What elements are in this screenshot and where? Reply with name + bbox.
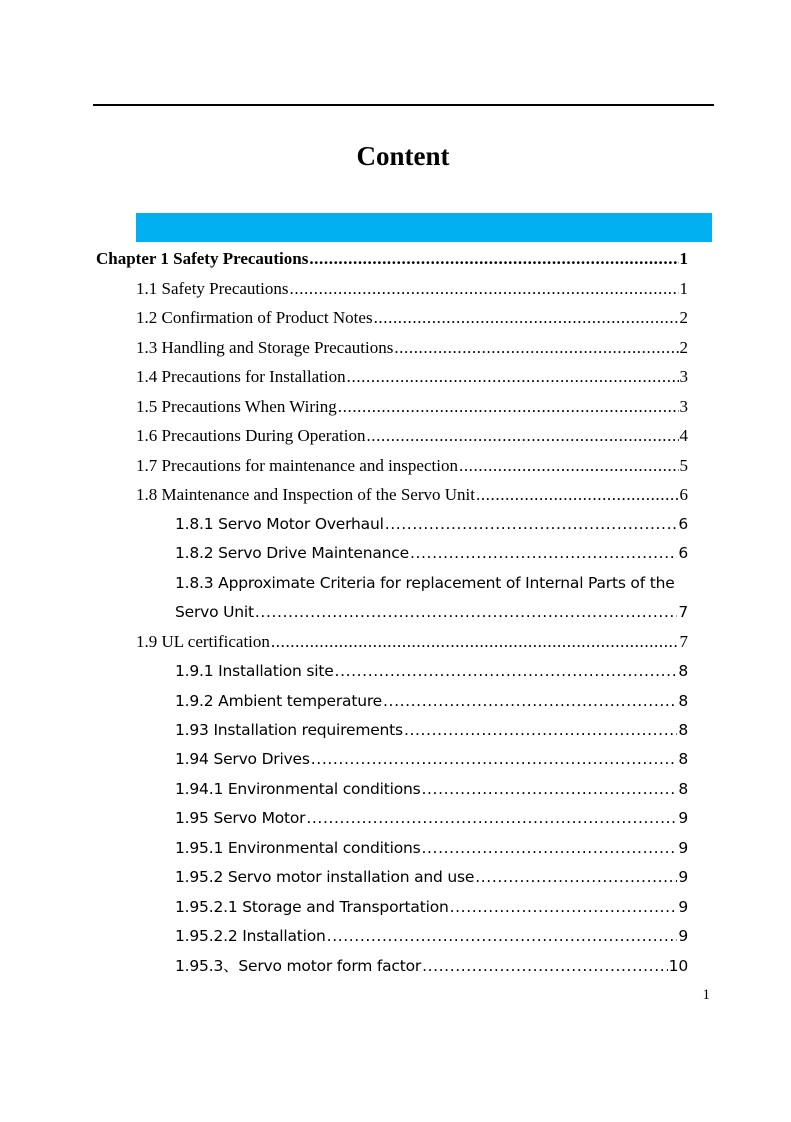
toc-entry-label: 1.9.2 Ambient temperature <box>175 692 383 710</box>
toc-entry-label: 1.94.1 Environmental conditions <box>175 780 421 798</box>
toc-page-number: 4 <box>679 426 688 445</box>
toc-page-number: 8 <box>678 750 688 768</box>
toc-dot-leader <box>271 631 679 653</box>
toc-section-entry[interactable] <box>136 631 688 653</box>
toc-dot-leader <box>327 925 678 947</box>
toc-page-number: 6 <box>679 485 688 504</box>
page-title: Content <box>356 141 450 171</box>
toc-subsection-entry[interactable] <box>175 925 688 947</box>
toc-page-number: 9 <box>678 868 688 886</box>
toc-dot-leader <box>309 248 678 270</box>
toc-page-number: 6 <box>678 515 688 533</box>
toc-subsection-entry[interactable] <box>175 778 688 800</box>
toc-dot-leader <box>306 807 677 829</box>
toc-subsection-entry[interactable] <box>175 837 688 859</box>
toc-page-number: 8 <box>678 662 688 680</box>
toc-dot-leader <box>450 896 678 918</box>
toc-subsection-entry[interactable] <box>175 690 688 712</box>
toc-dot-leader <box>311 748 678 770</box>
toc-page-number: 8 <box>678 692 688 710</box>
toc-dot-leader <box>383 690 677 712</box>
toc-dot-leader <box>255 601 677 623</box>
toc-entry-label: 1.93 Installation requirements <box>175 721 403 739</box>
toc-entry-label: Chapter 1 Safety Precautions <box>96 249 309 268</box>
toc-section-entry[interactable] <box>136 396 688 418</box>
toc-page-number: 7 <box>678 603 688 621</box>
toc-section-entry[interactable] <box>136 278 688 300</box>
footer-page-number: 1 <box>702 987 710 1003</box>
toc-entry-label: 1.95 Servo Motor <box>175 809 306 827</box>
toc-page-number: 9 <box>678 927 688 945</box>
toc-entry-label: 1.95.2.1 Storage and Transportation <box>175 898 449 916</box>
toc-dot-leader <box>366 425 678 447</box>
toc-entry-label: Servo Unit <box>175 603 254 621</box>
toc-entry-label: 1.8 Maintenance and Inspection of the Servo Unit <box>136 485 475 504</box>
toc-page-number: 9 <box>678 809 688 827</box>
toc-dot-leader <box>475 866 677 888</box>
toc-subsection-entry[interactable] <box>175 513 688 535</box>
toc-page-number: 3 <box>679 367 688 386</box>
toc-entry-label: 1.9.1 Installation site <box>175 662 334 680</box>
toc-entry-label: 1.3 Handling and Storage Precautions <box>136 338 394 357</box>
toc-dot-leader <box>374 307 679 329</box>
toc-entry-label: 1.2 Confirmation of Product Notes <box>136 308 373 327</box>
toc-page-number: 1 <box>679 249 688 268</box>
toc-entry-label: 1.95.1 Environmental conditions <box>175 839 421 857</box>
toc-page-number: 10 <box>668 957 688 975</box>
toc-page-number: 3 <box>679 397 688 416</box>
toc-entry-label: 1.94 Servo Drives <box>175 750 310 768</box>
toc-dot-leader <box>459 455 679 477</box>
toc-entry-label: 1.8.1 Servo Motor Overhaul <box>175 515 384 533</box>
toc-entry-label: 1.9 UL certification <box>136 632 270 651</box>
toc-wrapped-entry-line2[interactable] <box>175 601 688 623</box>
toc-wrapped-entry-line1[interactable]: 1.8.3 Approximate Criteria for replacement of Internal Parts of the <box>175 574 675 592</box>
toc-dot-leader <box>421 778 677 800</box>
toc-page-number: 5 <box>679 456 688 475</box>
toc-entry-label: 1.95.3、Servo motor form factor <box>175 957 422 975</box>
toc-entry-label: 1.1 Safety Precautions <box>136 279 289 298</box>
toc-entry-label: 1.95.2 Servo motor installation and use <box>175 868 475 886</box>
toc-dot-leader <box>421 837 677 859</box>
toc-subsection-entry[interactable] <box>175 748 688 770</box>
toc-page-number: 6 <box>678 544 688 562</box>
toc-dot-leader <box>410 542 677 564</box>
toc-page-number: 9 <box>678 898 688 916</box>
toc-dot-leader <box>338 396 679 418</box>
toc-page-number: 2 <box>679 308 688 327</box>
toc-section-entry[interactable] <box>136 337 688 359</box>
toc-entry-label: 1.5 Precautions When Wiring <box>136 397 337 416</box>
toc-page-number: 8 <box>678 721 688 739</box>
toc-dot-leader <box>385 513 678 535</box>
toc-entry-label: 1.6 Precautions During Operation <box>136 426 366 445</box>
toc-entry-label: 1.8.2 Servo Drive Maintenance <box>175 544 409 562</box>
toc-page-number: 2 <box>679 338 688 357</box>
toc-subsection-entry[interactable] <box>175 542 688 564</box>
toc-dot-leader <box>422 955 668 977</box>
toc-entry-label: 1.95.2.2 Installation <box>175 927 326 945</box>
toc-entry-label: 1.7 Precautions for maintenance and inspection <box>136 456 458 475</box>
toc-section-entry[interactable] <box>136 307 688 329</box>
toc-section-entry[interactable] <box>136 484 688 506</box>
toc-subsection-entry[interactable] <box>175 866 688 888</box>
toc-subsection-entry[interactable] <box>175 660 688 682</box>
toc-entry-label: 1.4 Precautions for Installation <box>136 367 346 386</box>
toc-page-number: 7 <box>679 632 688 651</box>
toc-dot-leader <box>335 660 678 682</box>
toc-subsection-entry[interactable] <box>175 896 688 918</box>
toc-subsection-entry[interactable] <box>175 807 688 829</box>
toc-subsection-entry[interactable] <box>175 955 688 977</box>
toc-page-number: 1 <box>679 279 688 298</box>
toc-dot-leader <box>476 484 679 506</box>
toc-dot-leader <box>394 337 678 359</box>
toc-section-entry[interactable] <box>136 455 688 477</box>
toc-section-entry[interactable] <box>136 366 688 388</box>
toc-chapter-entry[interactable] <box>96 248 688 270</box>
toc-subsection-entry[interactable] <box>175 719 688 741</box>
toc-dot-leader <box>290 278 679 300</box>
toc-section-entry[interactable] <box>136 425 688 447</box>
toc-page-number: 9 <box>678 839 688 857</box>
toc-dot-leader <box>404 719 677 741</box>
toc-page-number: 8 <box>678 780 688 798</box>
toc-dot-leader <box>347 366 679 388</box>
